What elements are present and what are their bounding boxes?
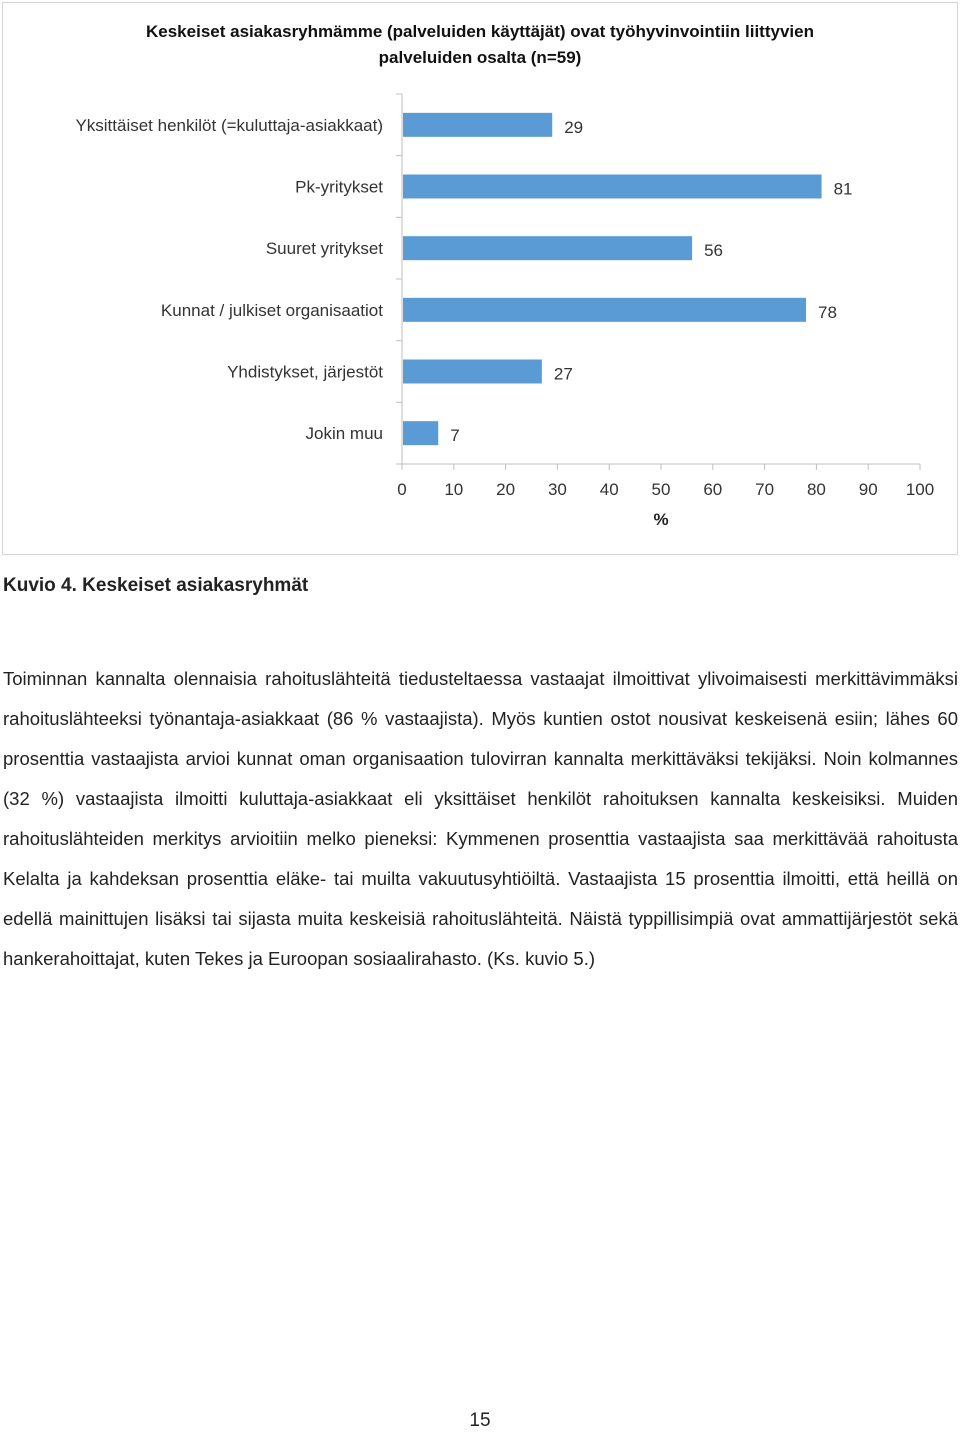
bar [403,175,822,199]
x-tick-label: 0 [397,480,407,499]
bar-chart [0,0,960,560]
figure-caption: Kuvio 4. Keskeiset asiakasryhmät [3,575,309,596]
bar [403,421,438,445]
x-axis-title: % [653,510,669,529]
category-label: Suuret yritykset [265,239,383,259]
category-label: Pk-yritykset [295,177,383,197]
category-label: Yhdistykset, järjestöt [227,362,383,382]
x-tick-label: 100 [905,480,935,499]
x-tick-label: 40 [599,480,619,499]
bar [403,236,692,260]
x-tick-label: 30 [547,480,567,499]
x-tick-label: 20 [496,480,516,499]
bar [403,113,552,137]
chart-title-line-2: palveluiden osalta (n=59) [378,48,582,67]
data-label: 81 [833,179,853,199]
x-tick-label: 50 [651,480,671,499]
bar [403,298,806,322]
data-label: 7 [450,426,460,446]
x-tick-label: 70 [755,480,775,499]
category-label: Jokin muu [305,424,383,444]
data-label: 27 [553,364,573,384]
category-label: Kunnat / julkiset organisaatiot [160,300,383,320]
data-label: 56 [704,241,724,261]
data-label: 29 [564,117,584,137]
x-tick-label: 60 [703,480,723,499]
data-label: 78 [818,302,837,322]
chart-title-line-1: Keskeiset asiakasryhmämme (palveluiden käyttäjät) ovat työhyvinvointiin liittyvien [146,22,814,41]
page-number: 15 [469,1410,491,1431]
category-label: Yksittäiset henkilöt (=kuluttaja-asiakkaat) [75,115,383,135]
x-tick-label: 80 [806,480,826,499]
x-tick-label: 90 [858,480,878,499]
plot-area [75,94,934,529]
body-paragraph: Toiminnan kannalta olennaisia rahoituslähteitä tiedusteltaessa vastaajat ilmoittivat ylivoimaisesti merkittävimmäksi rahoituslähteeksi työnantaja-asiakkaat (86 % vastaajista). Myös kuntien ostot nousivat keskeisenä esiin; lähes 60 prosenttia vastaajista arvioi kunnat oman organisaation tulovirran kannalta merkittäväksi tekijäksi. Noin kolmannes (32 %) vastaajista ilmoitti kuluttaja-asiakkaat eli yksittäiset henkilöt rahoituksen kannalta keskeisiksi. Muiden rahoituslähteiden merkitys arvioitiin melko pieneksi: Kymmenen prosenttia vastaajista saa merkittävää rahoitusta Kelalta ja kahdeksan prosenttia eläke- tai muilta vakuutusyhtiöiltä. Vastaajista 15 prosenttia ilmoitti, että heillä on edellä mainittujen lisäksi tai sijasta muita keskeisiä rahoituslähteitä. Näistä typpillisimpiä ovat ammattijärjestöt sekä hankerahoittajat, kuten Tekes ja Euroopan sosiaalirahasto. (Ks. kuvio 5.) [3,668,958,969]
x-tick-label: 10 [444,480,464,499]
bar [403,360,542,384]
